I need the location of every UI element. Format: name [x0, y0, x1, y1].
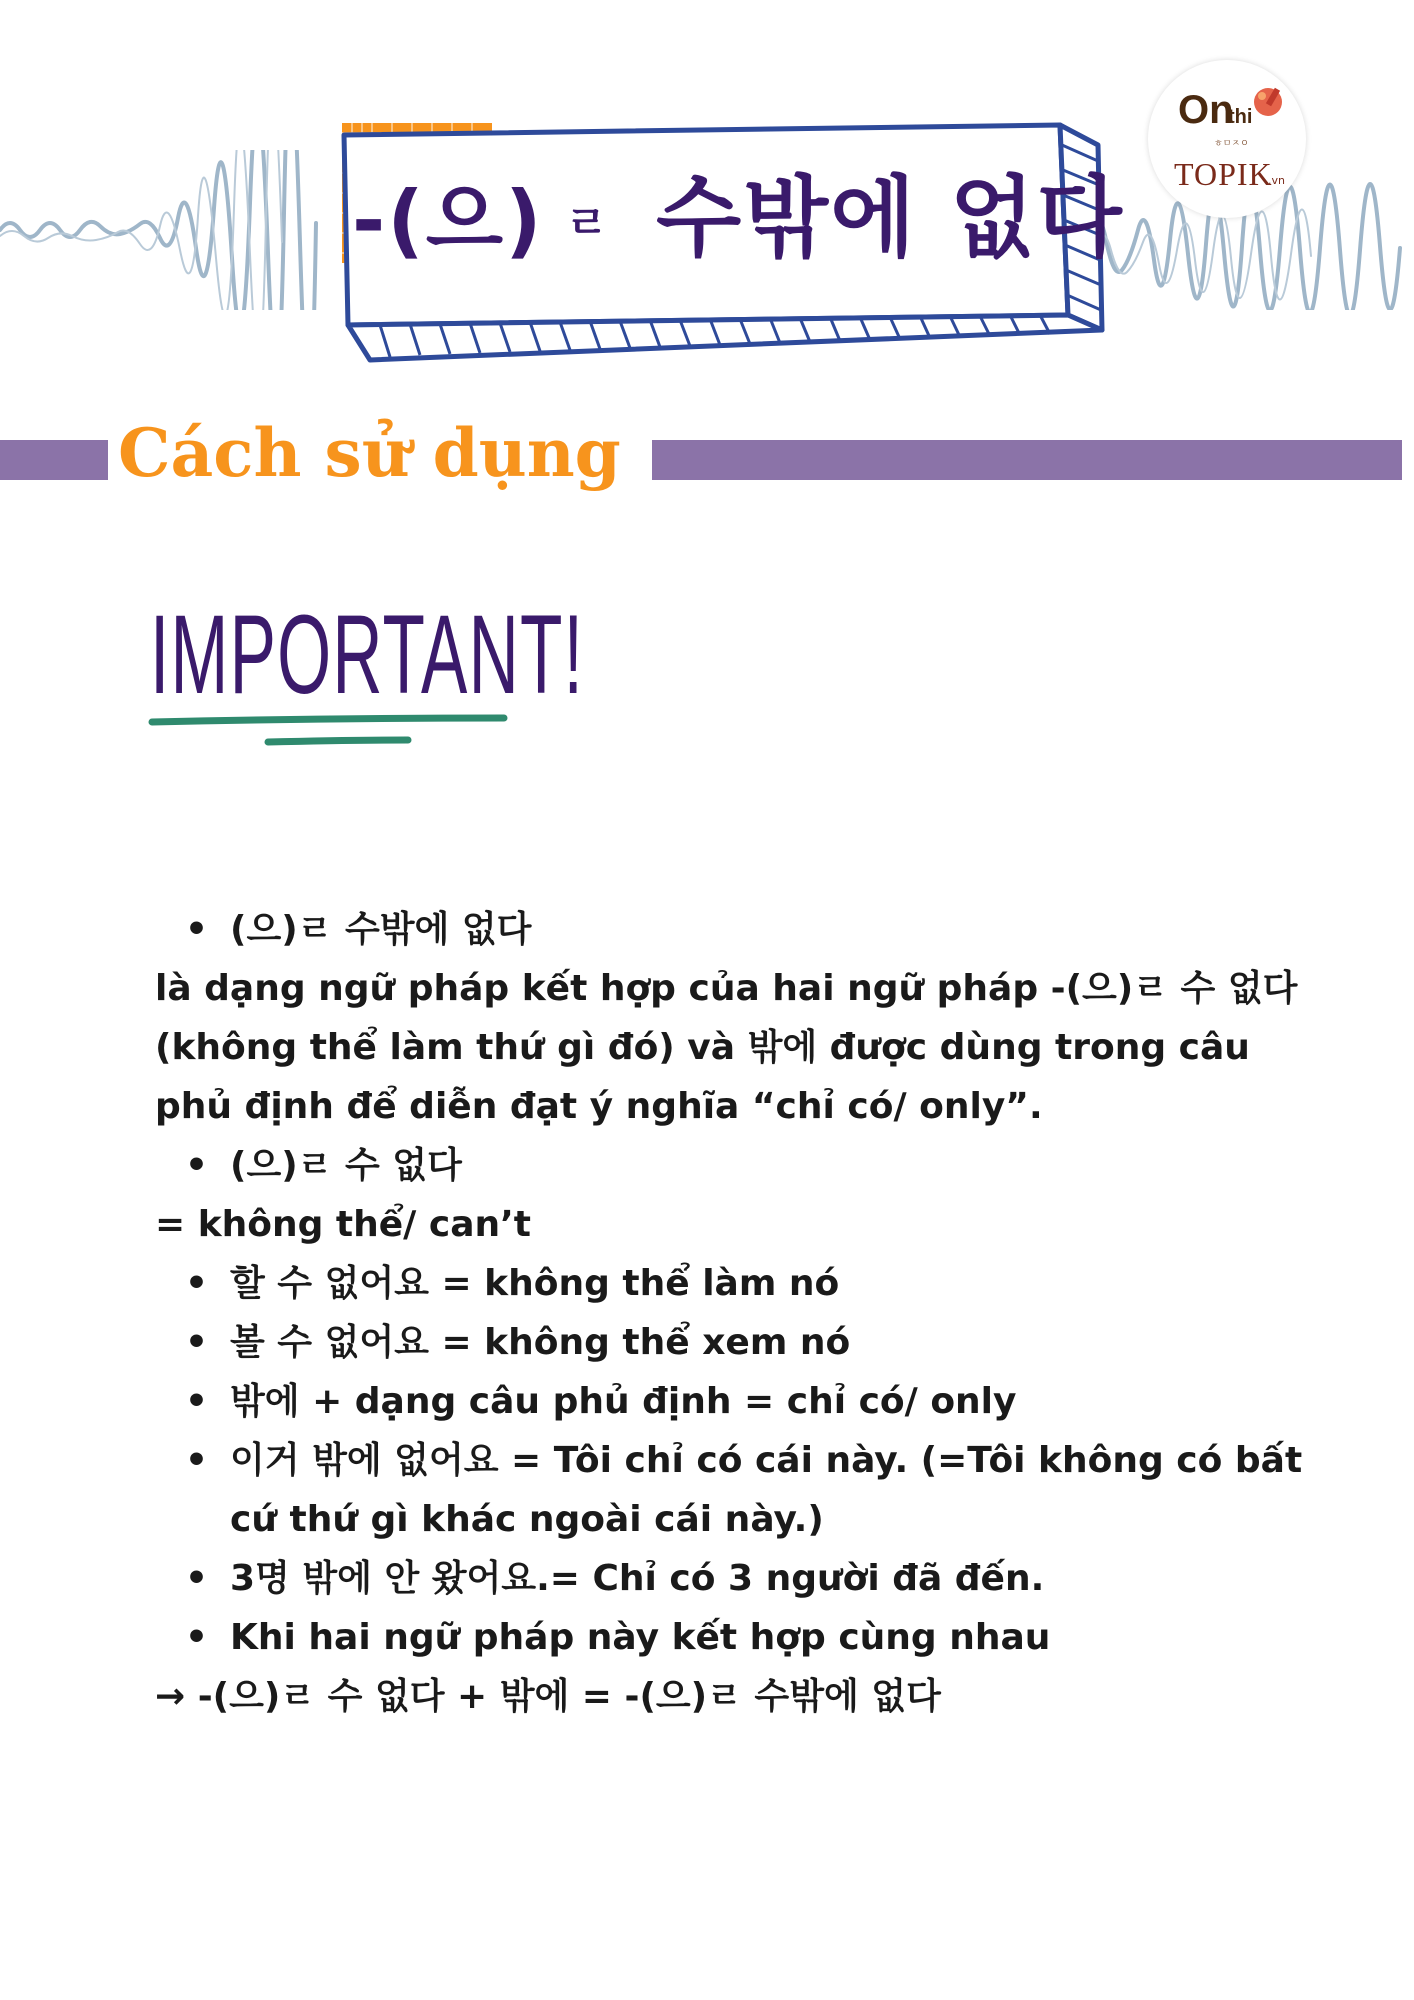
logo-on: On	[1178, 88, 1234, 132]
important-underline	[148, 710, 518, 750]
heading-bar-right	[652, 440, 1402, 480]
list-item: • Khi hai ngữ pháp này kết hợp cùng nhau	[155, 1608, 1305, 1667]
title-main: 수밖에 없다	[656, 166, 1124, 269]
stamp-icon	[1248, 82, 1288, 122]
page-title	[352, 158, 1124, 278]
logo-topik: TOPIK	[1174, 156, 1273, 192]
section-heading: Cách sử dụng	[118, 414, 621, 492]
title-r: ㄹ	[565, 198, 611, 250]
paragraph: = không thể/ can’t	[155, 1204, 532, 1245]
brand-logo	[1148, 60, 1306, 218]
list-item: • (으)ㄹ 수 없다	[155, 1136, 1305, 1195]
paragraph: → -(으)ㄹ 수 없다 + 밖에 = -(으)ㄹ 수밖에 없다	[155, 1676, 941, 1717]
title-prefix: -(으)	[352, 174, 544, 267]
list-item: • 볼 수 없어요 = không thể xem nó	[155, 1313, 1305, 1372]
list-item: • 할 수 없어요 = không thể làm nó	[155, 1254, 1305, 1313]
list-item: • 이거 밖에 없어요 = Tôi chỉ có cái này. (=Tôi không có bất cứ thứ gì khác ngoài cái này.)	[155, 1431, 1305, 1549]
list-item: • 3명 밖에 안 왔어요.= Chỉ có 3 người đã đến.	[155, 1549, 1305, 1608]
logo-thi: thi	[1228, 106, 1253, 128]
logo-sub: ㅎㅁㅈㅇ	[1214, 139, 1249, 149]
heading-bar-left	[0, 440, 108, 480]
paragraph: là dạng ngữ pháp kết hợp của hai ngữ pháp -(으)ㄹ 수 없다 (không thể làm thứ gì đó) và 밖에 được dùng trong câu phủ định để diễn đạt ý nghĩa “chỉ có/ only”.	[155, 968, 1298, 1127]
logo-vn: .vn	[1268, 174, 1285, 187]
list-item: • 밖에 + dạng câu phủ định = chỉ có/ only	[155, 1372, 1305, 1431]
list-item: • (으)ㄹ 수밖에 없다	[155, 900, 1305, 959]
important-label: IMPORTANT!	[150, 592, 585, 717]
content-body	[155, 900, 1305, 1726]
